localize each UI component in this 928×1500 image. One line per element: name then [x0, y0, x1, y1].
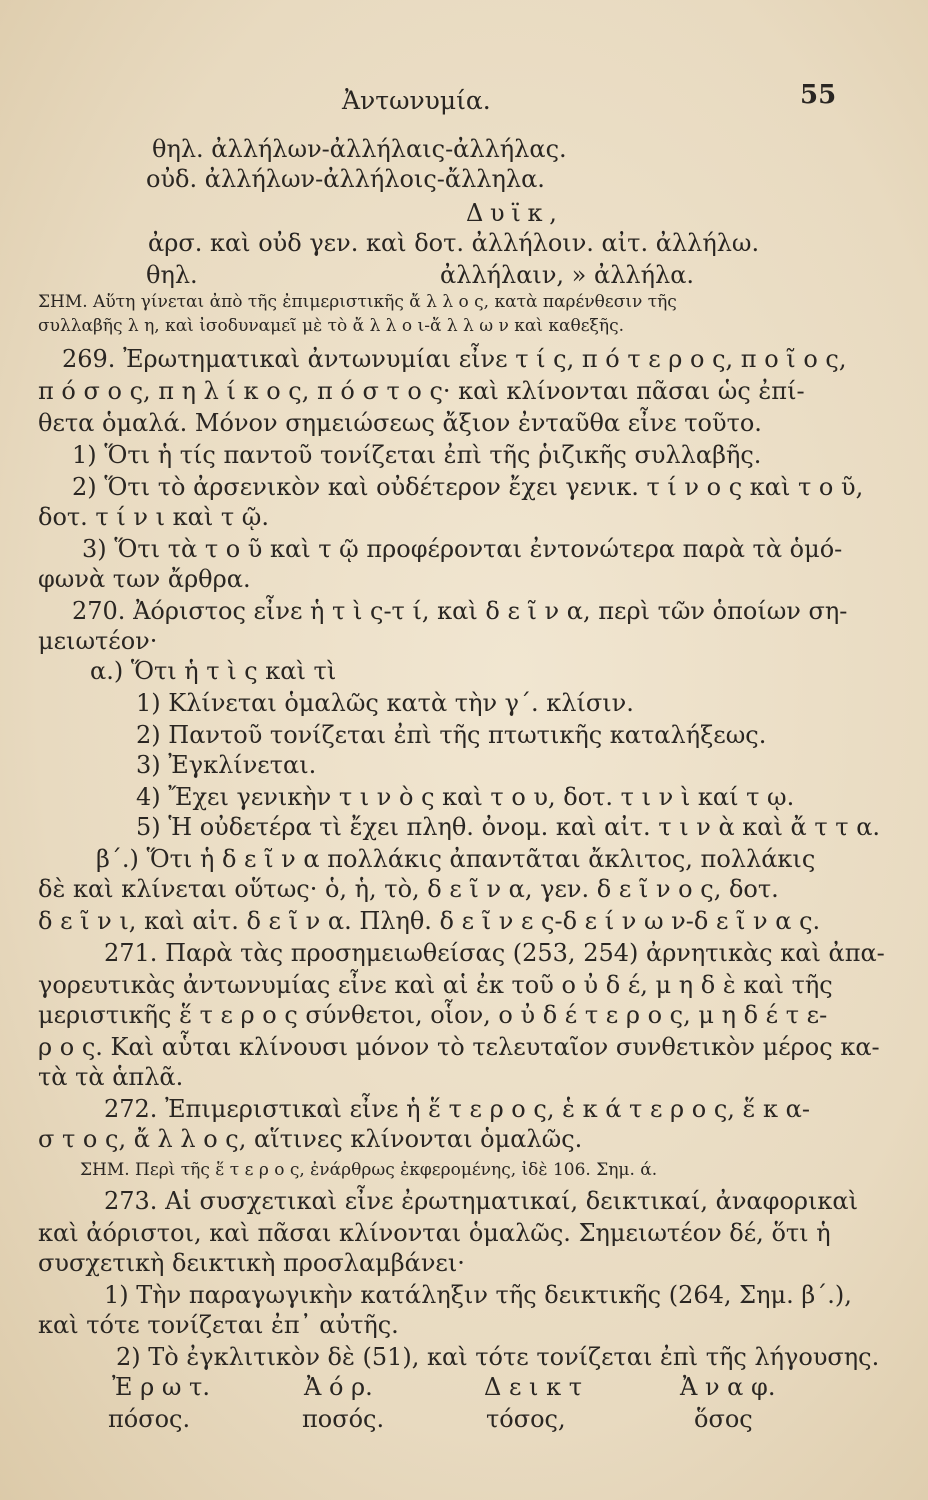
paragraph-271: 271. Παρὰ τὰς προσημειωθείσας (253, 254) ἀρνητικὰς καὶ ἀπα- — [104, 939, 885, 967]
text-line: π ό σ ο ς, π η λ ί κ ο ς, π ό σ τ ο ς· καὶ κλίνονται πᾶσαι ὡς ἐπί- — [38, 377, 805, 405]
note-line: ΣΗΜ. Αὕτη γίνεται ἀπὸ τῆς ἐπιμεριστικῆς ἄ λ λ ο ς, κατὰ παρένθεσιν τῆς — [38, 292, 677, 312]
text-line: 1) Κλίνεται ὁμαλῶς κατὰ τὴν γ΄. κλίσιν. — [136, 689, 634, 717]
paragraph-273: 273. Αἱ συσχετικαὶ εἶνε ἐρωτηματικαί, δεικτικαί, ἀναφορικαὶ — [104, 1187, 859, 1215]
table-cell: ποσός. — [302, 1405, 385, 1433]
text-line: τὰ τὰ ἁπλᾶ. — [38, 1063, 184, 1091]
text-line: δὲ καὶ κλίνεται οὕτως· ὁ, ἡ, τὸ, δ ε ῖ ν α, γεν. δ ε ῖ ν ο ς, δοτ. — [38, 875, 779, 903]
text-line: μειωτέον· — [38, 627, 158, 655]
text-line: οὐδ. ἀλλήλων-ἀλλήλοις-ἄλληλα. — [146, 165, 545, 193]
text-line: β΄.) Ὅτι ἡ δ ε ῖ ν α πολλάκις ἀπαντᾶται ἄκλιτος, πολλάκις — [96, 845, 816, 873]
text-line: μεριστικῆς ἕ τ ε ρ ο ς σύνθετοι, οἷον, ο ὐ δ έ τ ε ρ ο ς, μ η δ έ τ ε- — [38, 1001, 828, 1029]
text-line: ἀρσ. καὶ οὐδ γεν. καὶ δοτ. ἀλλήλοιν. αἰτ. ἀλλήλω. — [148, 229, 760, 257]
text-line: ρ ο ς. Καὶ αὗται κλίνουσι μόνον τὸ τελευταῖον συνθετικὸν μέρος κα- — [38, 1033, 880, 1061]
running-header: Ἀντωνυμία. — [342, 86, 491, 115]
note-line: συλλαβῆς λ η, καὶ ἰσοδυναμεῖ μὲ τὸ ἄ λ λ ο ι-ἄ λ λ ω ν καὶ καθεξῆς. — [38, 316, 625, 336]
page-number: 55 — [800, 80, 837, 110]
text-line: φωνὰ των ἄρθρα. — [38, 565, 251, 593]
table-header-deikt: Δ ε ι κ τ — [484, 1373, 582, 1401]
text-line: 2) Τὸ ἐγκλιτικὸν δὲ (51), καὶ τότε τονίζεται ἐπὶ τῆς λήγουσης. — [116, 1343, 880, 1371]
text-line: 5) Ἡ οὐδετέρα τὶ ἔχει πληθ. ὀνομ. καὶ αἰτ. τ ι ν ὰ καὶ ἄ τ τ α. — [136, 813, 881, 841]
text-line: 3) Ὅτι τὰ τ ο ῦ καὶ τ ῷ προφέρονται ἐντονώτερα παρὰ τὰ ὁμό- — [82, 535, 843, 563]
text-line: 2) Ὅτι τὸ ἀρσενικὸν καὶ οὐδέτερον ἔχει γενικ. τ ί ν ο ς καὶ τ ο ῦ, — [72, 473, 864, 501]
paragraph-272: 272. Ἐπιμεριστικαὶ εἶνε ἡ ἕ τ ε ρ ο ς, ἑ κ ά τ ε ρ ο ς, ἕ κ α- — [104, 1095, 810, 1123]
text-line: α.) Ὅτι ἡ τ ὶ ς καὶ τὶ — [90, 657, 337, 685]
note-line: ΣΗΜ. Περὶ τῆς ἕ τ ε ρ ο ς, ἐνάρθρως ἐκφερομένης, ἰδὲ 106. Σημ. ά. — [80, 1160, 658, 1180]
text-line: δ ε ῖ ν ι, καὶ αἰτ. δ ε ῖ ν α. Πληθ. δ ε ῖ ν ε ς-δ ε ί ν ω ν-δ ε ῖ ν α ς. — [38, 907, 821, 935]
table-cell: τόσος, — [486, 1405, 566, 1433]
table-cell: πόσος. — [108, 1405, 191, 1433]
text-line: 1) Ὅτι ἡ τίς παντοῦ τονίζεται ἐπὶ τῆς ῥιζικῆς συλλαβῆς. — [72, 441, 762, 469]
text-line: συσχετικὴ δεικτικὴ προσλαμβάνει· — [38, 1249, 465, 1277]
table-header-aor: Ἀ ό ρ. — [304, 1373, 373, 1401]
text-line: θηλ. — [146, 261, 198, 289]
paragraph-269: 269. Ἐρωτηματικαὶ ἀντωνυμίαι εἶνε τ ί ς, π ό τ ε ρ ο ς, π ο ῖ ο ς, — [62, 345, 847, 373]
text-line: καὶ ἀόριστοι, καὶ πᾶσαι κλίνονται ὁμαλῶς. Σημειωτέον δέ, ὅτι ἡ — [38, 1219, 831, 1247]
text-line: δοτ. τ ί ν ι καὶ τ ῷ. — [38, 503, 269, 531]
text-line: 3) Ἐγκλίνεται. — [136, 751, 317, 779]
text-line: 1) Τὴν παραγωγικὴν κατάληξιν τῆς δεικτικῆς (264, Σημ. β΄.), — [104, 1281, 852, 1309]
text-line: 2) Παντοῦ τονίζεται ἐπὶ τῆς πτωτικῆς καταλήξεως. — [136, 721, 767, 749]
paragraph-270: 270. Ἀόριστος εἶνε ἡ τ ὶ ς-τ ί, καὶ δ ε ῖ ν α, περὶ τῶν ὁποίων ση- — [72, 597, 848, 625]
table-header-anaf: Ἀ ν α φ. — [680, 1373, 776, 1401]
text-line: γορευτικὰς ἀντωνυμίας εἶνε καὶ αἱ ἐκ τοῦ ο ὐ δ έ, μ η δ ὲ καὶ τῆς — [38, 971, 833, 999]
text-line: θηλ. ἀλλήλων-ἀλλήλαις-ἀλλήλας. — [152, 135, 567, 163]
text-line: 4) Ἔχει γενικὴν τ ι ν ὸ ς καὶ τ ο υ, δοτ. τ ι ν ὶ καί τ ῳ. — [136, 783, 795, 811]
text-line: ἀλλήλαιν, » ἀλλήλα. — [440, 261, 695, 289]
table-cell: ὅσος — [694, 1405, 753, 1433]
text-line: θετα ὁμαλά. Μόνον σημειώσεως ἄξιον ἐνταῦθα εἶνε τοῦτο. — [38, 409, 762, 437]
table-header-erot: Ἐ ρ ω τ. — [112, 1373, 210, 1401]
text-line: σ τ ο ς, ἄ λ λ ο ς, αἵτινες κλίνονται ὁμαλῶς. — [38, 1125, 583, 1153]
text-line: καὶ τότε τονίζεται ἐπ᾽ αὐτῆς. — [38, 1311, 399, 1339]
text-line: Δυϊκ, — [466, 199, 564, 227]
